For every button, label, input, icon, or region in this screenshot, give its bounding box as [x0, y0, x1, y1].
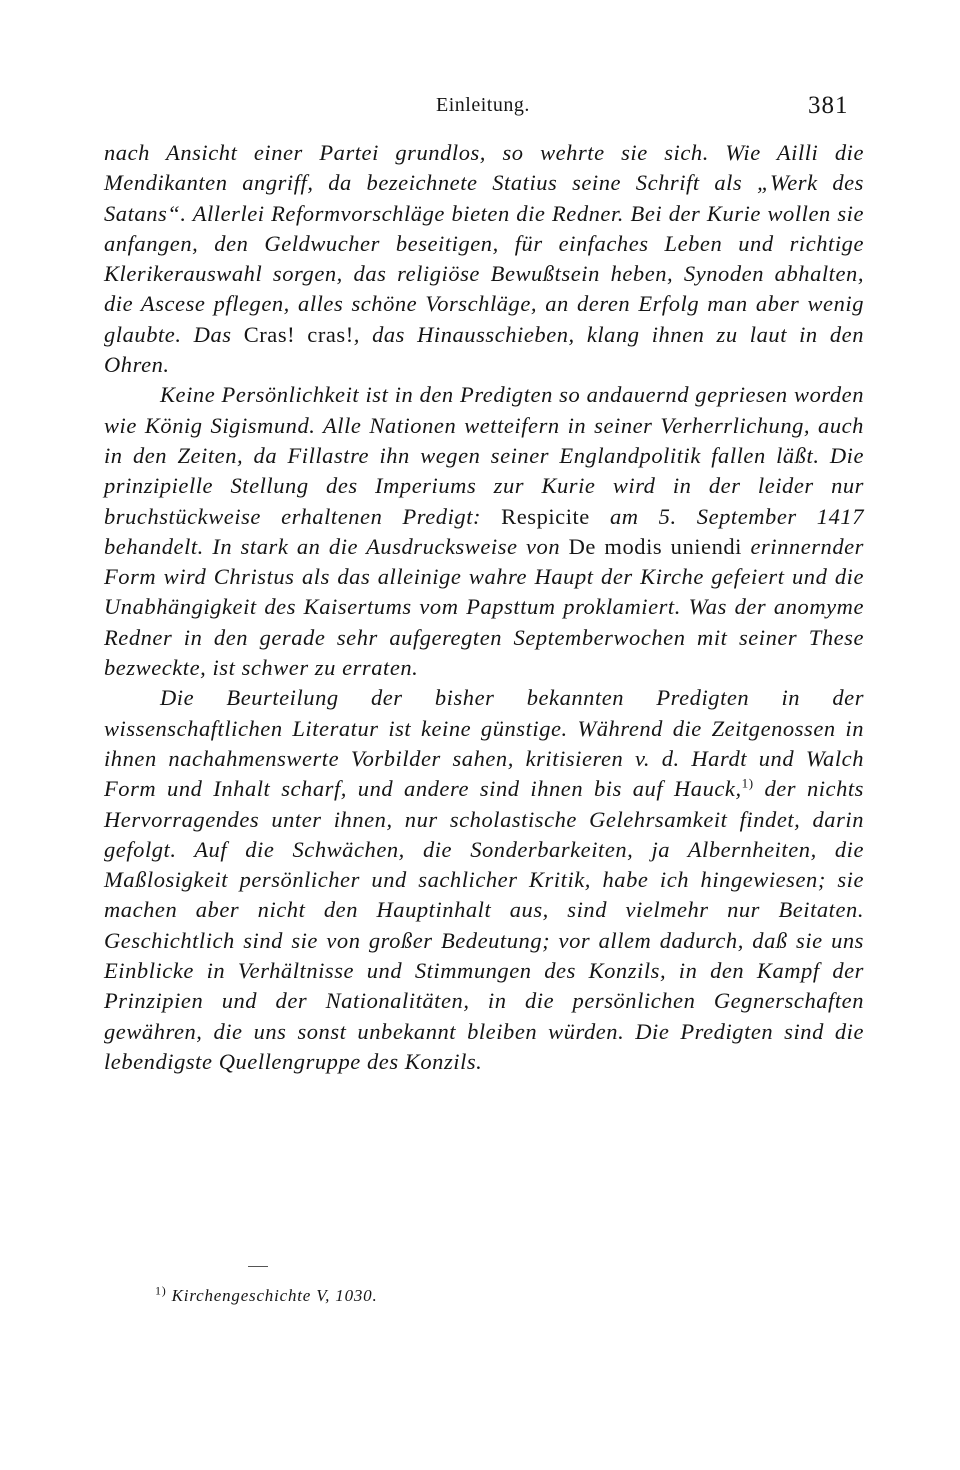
text-segment: , das Hinausschieben, klang ihnen zu laut in den Ohren. — [104, 321, 864, 378]
body-text — [104, 138, 864, 1077]
paragraph — [104, 138, 864, 380]
text-segment: Respicite — [501, 503, 590, 529]
footnote-marker: 1) — [155, 1283, 167, 1298]
text-segment: De modis uniendi — [568, 533, 742, 559]
text-segment: der nichts Hervorragendes unter ihnen, nur scholastische Gelehrsamkeit findet, darin gefolgt. Auf die Schwächen, die Sonderbarkeiten, ja Albernheiten, die Maßlosigkeit persönlicher und sachlicher Kritik, habe ich hingewiesen; sie machen aber nicht den Hauptinhalt aus, sind vielmehr nur Beitaten. Geschichtlich sind sie von großer Bedeutung; vor allem dadurch, daß sie uns Einblicke in Verhältnisse und Stimmungen des Konzils, in den Kampf der Prinzipien und der Nationalitäten, in die persönlichen Gegnerschaften gewähren, die uns sonst unbekannt bleiben würden. Die Predigten sind die lebendigste Quellengruppe des Konzils. — [104, 776, 864, 1074]
text-segment: Die Beurteilung der bisher bekannten Predigten in der wissenschaftlichen Literatur ist keine günstige. Während die Zeitgenossen in ihnen nachahmenswerte Vorbilder sahen, kritisieren v. d. Hardt und Walch Form und Inhalt scharf, und andere sind ihnen bis auf Hauck, — [104, 685, 864, 802]
footnote — [155, 1283, 378, 1306]
text-segment: erinnernder Form wird Christus als das alleinige wahre Haupt der Kirche gefeiert und die Unabhängigkeit des Kaisertums vom Papsttum proklamiert. Was der anomyme Redner in den gerade sehr aufgeregten Septemberwochen mit seiner These bezweckte, ist schwer zu erraten. — [104, 533, 864, 681]
footnote-reference: 1) — [741, 775, 754, 791]
footnote-text: Kirchengeschichte V, 1030. — [166, 1286, 378, 1305]
text-segment: am 5. September 1417 behandelt. In stark an die Ausdrucksweise von — [104, 503, 864, 559]
text-segment: nach Ansicht einer Partei grundlos, so wehrte sie sich. Wie Ailli die Mendikanten angriff, da bezeichnete Statius seine Schrift als „Werk des Satans“. Allerlei Reformvorschläge bieten die Redner. Bei der Kurie wollen sie anfangen, den Geldwucher beseitigen, für einfaches Leben und richtige Klerikerauswahl sorgen, das religiöse Bewußtsein heben, Synoden abhalten, die Ascese pflegen, alles schöne Vorschläge, an deren Erfolg man aber wenig glaubte. Das — [104, 140, 864, 347]
paragraph — [104, 380, 864, 683]
text-segment: Keine Persönlichkeit ist in den Predigten so andauernd gepriesen worden wie König Sigismund. Alle Nationen wetteifern in seiner Verherrlichung, auch in den Zeiten, da Fillastre ihn wegen seiner Englandpolitik fallen läßt. Die prinzipielle Stellung des Imperiums zur Kurie wird in der leider nur bruchstückweise erhaltenen Predigt: — [104, 382, 864, 529]
footnote-separator — [248, 1266, 268, 1267]
running-header-title: Einleitung. — [436, 94, 530, 116]
text-segment: Cras! cras! — [243, 321, 354, 347]
paragraph — [104, 683, 864, 1077]
page-number: 381 — [808, 92, 849, 119]
